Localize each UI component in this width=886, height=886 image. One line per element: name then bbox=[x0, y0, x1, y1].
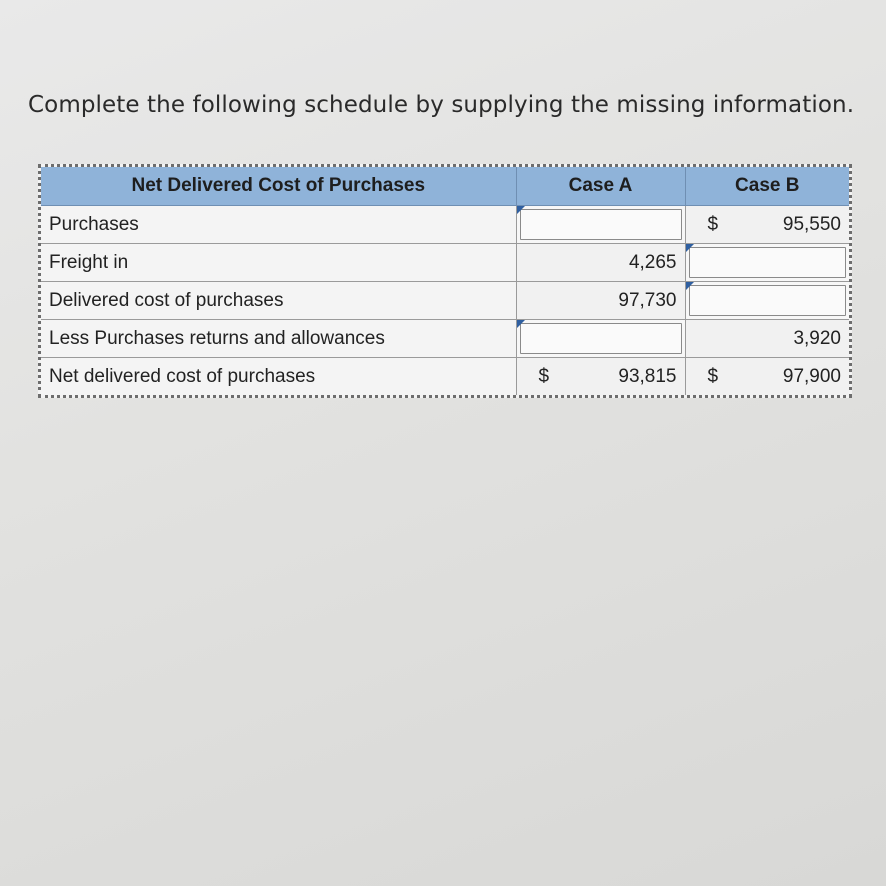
case-b-returns-allowances-value: 3,920 bbox=[793, 328, 841, 349]
case-b-delivered-cost-field[interactable] bbox=[689, 285, 847, 316]
header-case-a: Case A bbox=[516, 167, 685, 206]
case-b-purchases-cell bbox=[685, 206, 849, 244]
input-flag-icon bbox=[517, 206, 525, 214]
case-a-freight-in-value: 4,265 bbox=[628, 252, 677, 273]
table-row-delivered-cost bbox=[41, 282, 849, 320]
row-label-delivered-cost: Delivered cost of purchases bbox=[41, 282, 516, 320]
table-row-returns-allowances bbox=[41, 320, 849, 358]
table-row-freight-in bbox=[41, 244, 849, 282]
row-label-purchases: Purchases bbox=[41, 206, 516, 244]
table-row-purchases bbox=[41, 206, 849, 244]
case-a-delivered-cost-value: 97,730 bbox=[618, 290, 677, 311]
case-a-purchases-field[interactable] bbox=[520, 209, 682, 240]
row-label-freight-in: Freight in bbox=[41, 244, 516, 282]
case-a-delivered-cost-cell bbox=[516, 282, 685, 320]
case-b-freight-in-input[interactable] bbox=[685, 244, 849, 282]
instruction-text: Complete the following schedule by supplying the missing information. bbox=[28, 92, 855, 118]
schedule-table-container bbox=[38, 164, 852, 398]
header-net-delivered-cost: Net Delivered Cost of Purchases bbox=[41, 167, 516, 206]
case-b-freight-in-field[interactable] bbox=[689, 247, 847, 278]
input-flag-icon bbox=[686, 282, 694, 290]
case-a-returns-allowances-input[interactable] bbox=[516, 320, 685, 358]
case-b-purchases-value: 95,550 bbox=[782, 214, 841, 235]
row-label-net-delivered-cost: Net delivered cost of purchases bbox=[41, 358, 516, 396]
case-b-delivered-cost-input[interactable] bbox=[685, 282, 849, 320]
dollar-sign: $ bbox=[538, 366, 550, 387]
case-a-purchases-input[interactable] bbox=[516, 206, 685, 244]
case-b-net-delivered-cost-value: 97,900 bbox=[782, 366, 841, 387]
case-b-net-delivered-cost-cell bbox=[685, 358, 849, 396]
row-label-returns-allowances: Less Purchases returns and allowances bbox=[41, 320, 516, 358]
table-row-net-delivered-cost bbox=[41, 358, 849, 396]
case-a-net-delivered-cost-cell bbox=[516, 358, 685, 396]
dollar-sign: $ bbox=[707, 366, 719, 387]
case-b-returns-allowances-cell bbox=[685, 320, 849, 358]
header-row bbox=[41, 167, 849, 206]
case-a-net-delivered-cost-value: 93,815 bbox=[618, 366, 677, 387]
schedule-table bbox=[41, 167, 849, 395]
input-flag-icon bbox=[686, 244, 694, 252]
input-flag-icon bbox=[517, 320, 525, 328]
header-case-b: Case B bbox=[685, 167, 849, 206]
case-a-freight-in-cell bbox=[516, 244, 685, 282]
case-a-returns-allowances-field[interactable] bbox=[520, 323, 682, 354]
dollar-sign: $ bbox=[707, 214, 719, 235]
